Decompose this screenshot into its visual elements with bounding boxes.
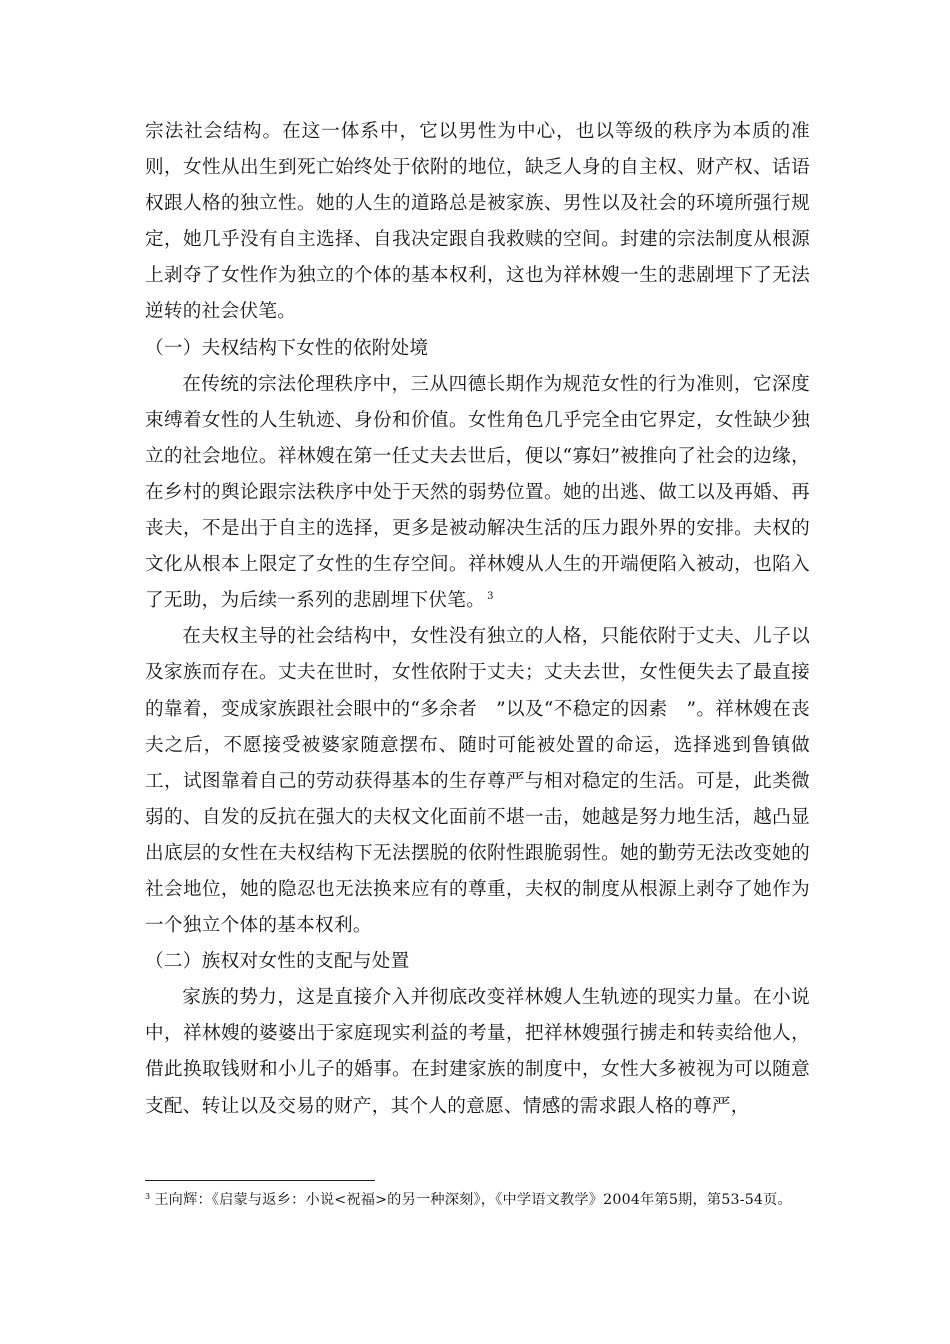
body-text — [145, 114, 810, 1125]
paragraph-4: 家族的势力，这是直接介入并彻底改变祥林嫂人生轨迹的现实力量。在小说中，祥林嫂的婆婆出于家庭现实利益的考量，把祥林嫂强行掳走和转卖给他人，借此换取钱财和小儿子的婚事。在封建家族的制度中，女性大多被视为可以随意支配、转让以及交易的财产，其个人的意愿、情感的需求跟人格的尊严， — [145, 987, 810, 1117]
footnote-divider — [145, 1180, 375, 1181]
paragraph-1: 宗法社会结构。在这一体系中，它以男性为中心，也以等级的秩序为本质的准则，女性从出生到死亡始终处于依附的地位，缺乏人身的自主权、财产权、话语权跟人格的独立性。她的人生的道路总是被家族、男性以及社会的环境所强行规定，她几乎没有自主选择、自我决定跟自我救赎的空间。封建的宗法制度从根源上剥夺了女性作为独立的个体的基本权利，这也为祥林嫂一生的悲剧埋下了无法逆转的社会伏笔。 — [145, 121, 810, 323]
footnote-marker: 3 — [145, 1192, 151, 1201]
paragraph-2 — [145, 367, 810, 620]
footnote-reference[interactable]: 3 — [487, 591, 494, 603]
footnote-text: 王向辉：《启蒙与返乡：小说<祝福>的另一种深刻》，《中学语文教学》2004年第5期，第53-54页。 — [154, 1192, 792, 1208]
paragraph-2-text: 在传统的宗法伦理秩序中，三从四德长期作为规范女性的行为准则，它深度束缚着女性的人生轨迹、身份和价值。女性角色几乎完全由它界定，女性缺少独立的社会地位。祥林嫂在第一任丈夫去世后，便以“寡妇”被推向了社会的边缘，在乡村的舆论跟宗法秩序中处于天然的弱势位置。她的出逃、做工以及再婚、再丧夫，不是出于自主的选择，更多是被动解决生活的压力跟外界的安排。夫权的文化从根本上限定了女性的生存空间。祥林嫂从人生的开端便陷入被动，也陷入了无助，为后续一系列的悲剧埋下伏笔。 — [145, 373, 810, 612]
paragraph-3: 在夫权主导的社会结构中，女性没有独立的人格，只能依附于丈夫、儿子以及家族而存在。丈夫在世时，女性依附于丈夫；丈夫去世，女性便失去了最直接的靠着，变成家族跟社会眼中的“多余者 ”以及“不稳定的因素 ”。祥林嫂在丧夫之后，不愿接受被婆家随意摆布、随时可能被处置的命运，选择逃到鲁镇做工，试图靠着自己的劳动获得基本的生存尊严与相对稳定的生活。可是，此类微弱的、自发的反抗在强大的夫权文化面前不堪一击，她越是努力地生活，越凸显出底层的女性在夫权结构下无法摆脱的依附性跟脆弱性。她的勤劳无法改变她的社会地位，她的隐忍也无法换来应有的尊重，夫权的制度从根源上剥夺了她作为一个独立个体的基本权利。 — [145, 626, 810, 937]
section-heading-2: （二）族权对女性的支配与处置 — [145, 951, 410, 973]
footnote — [145, 1188, 810, 1212]
section-heading-1: （一）夫权结构下女性的依附处境 — [145, 337, 429, 359]
